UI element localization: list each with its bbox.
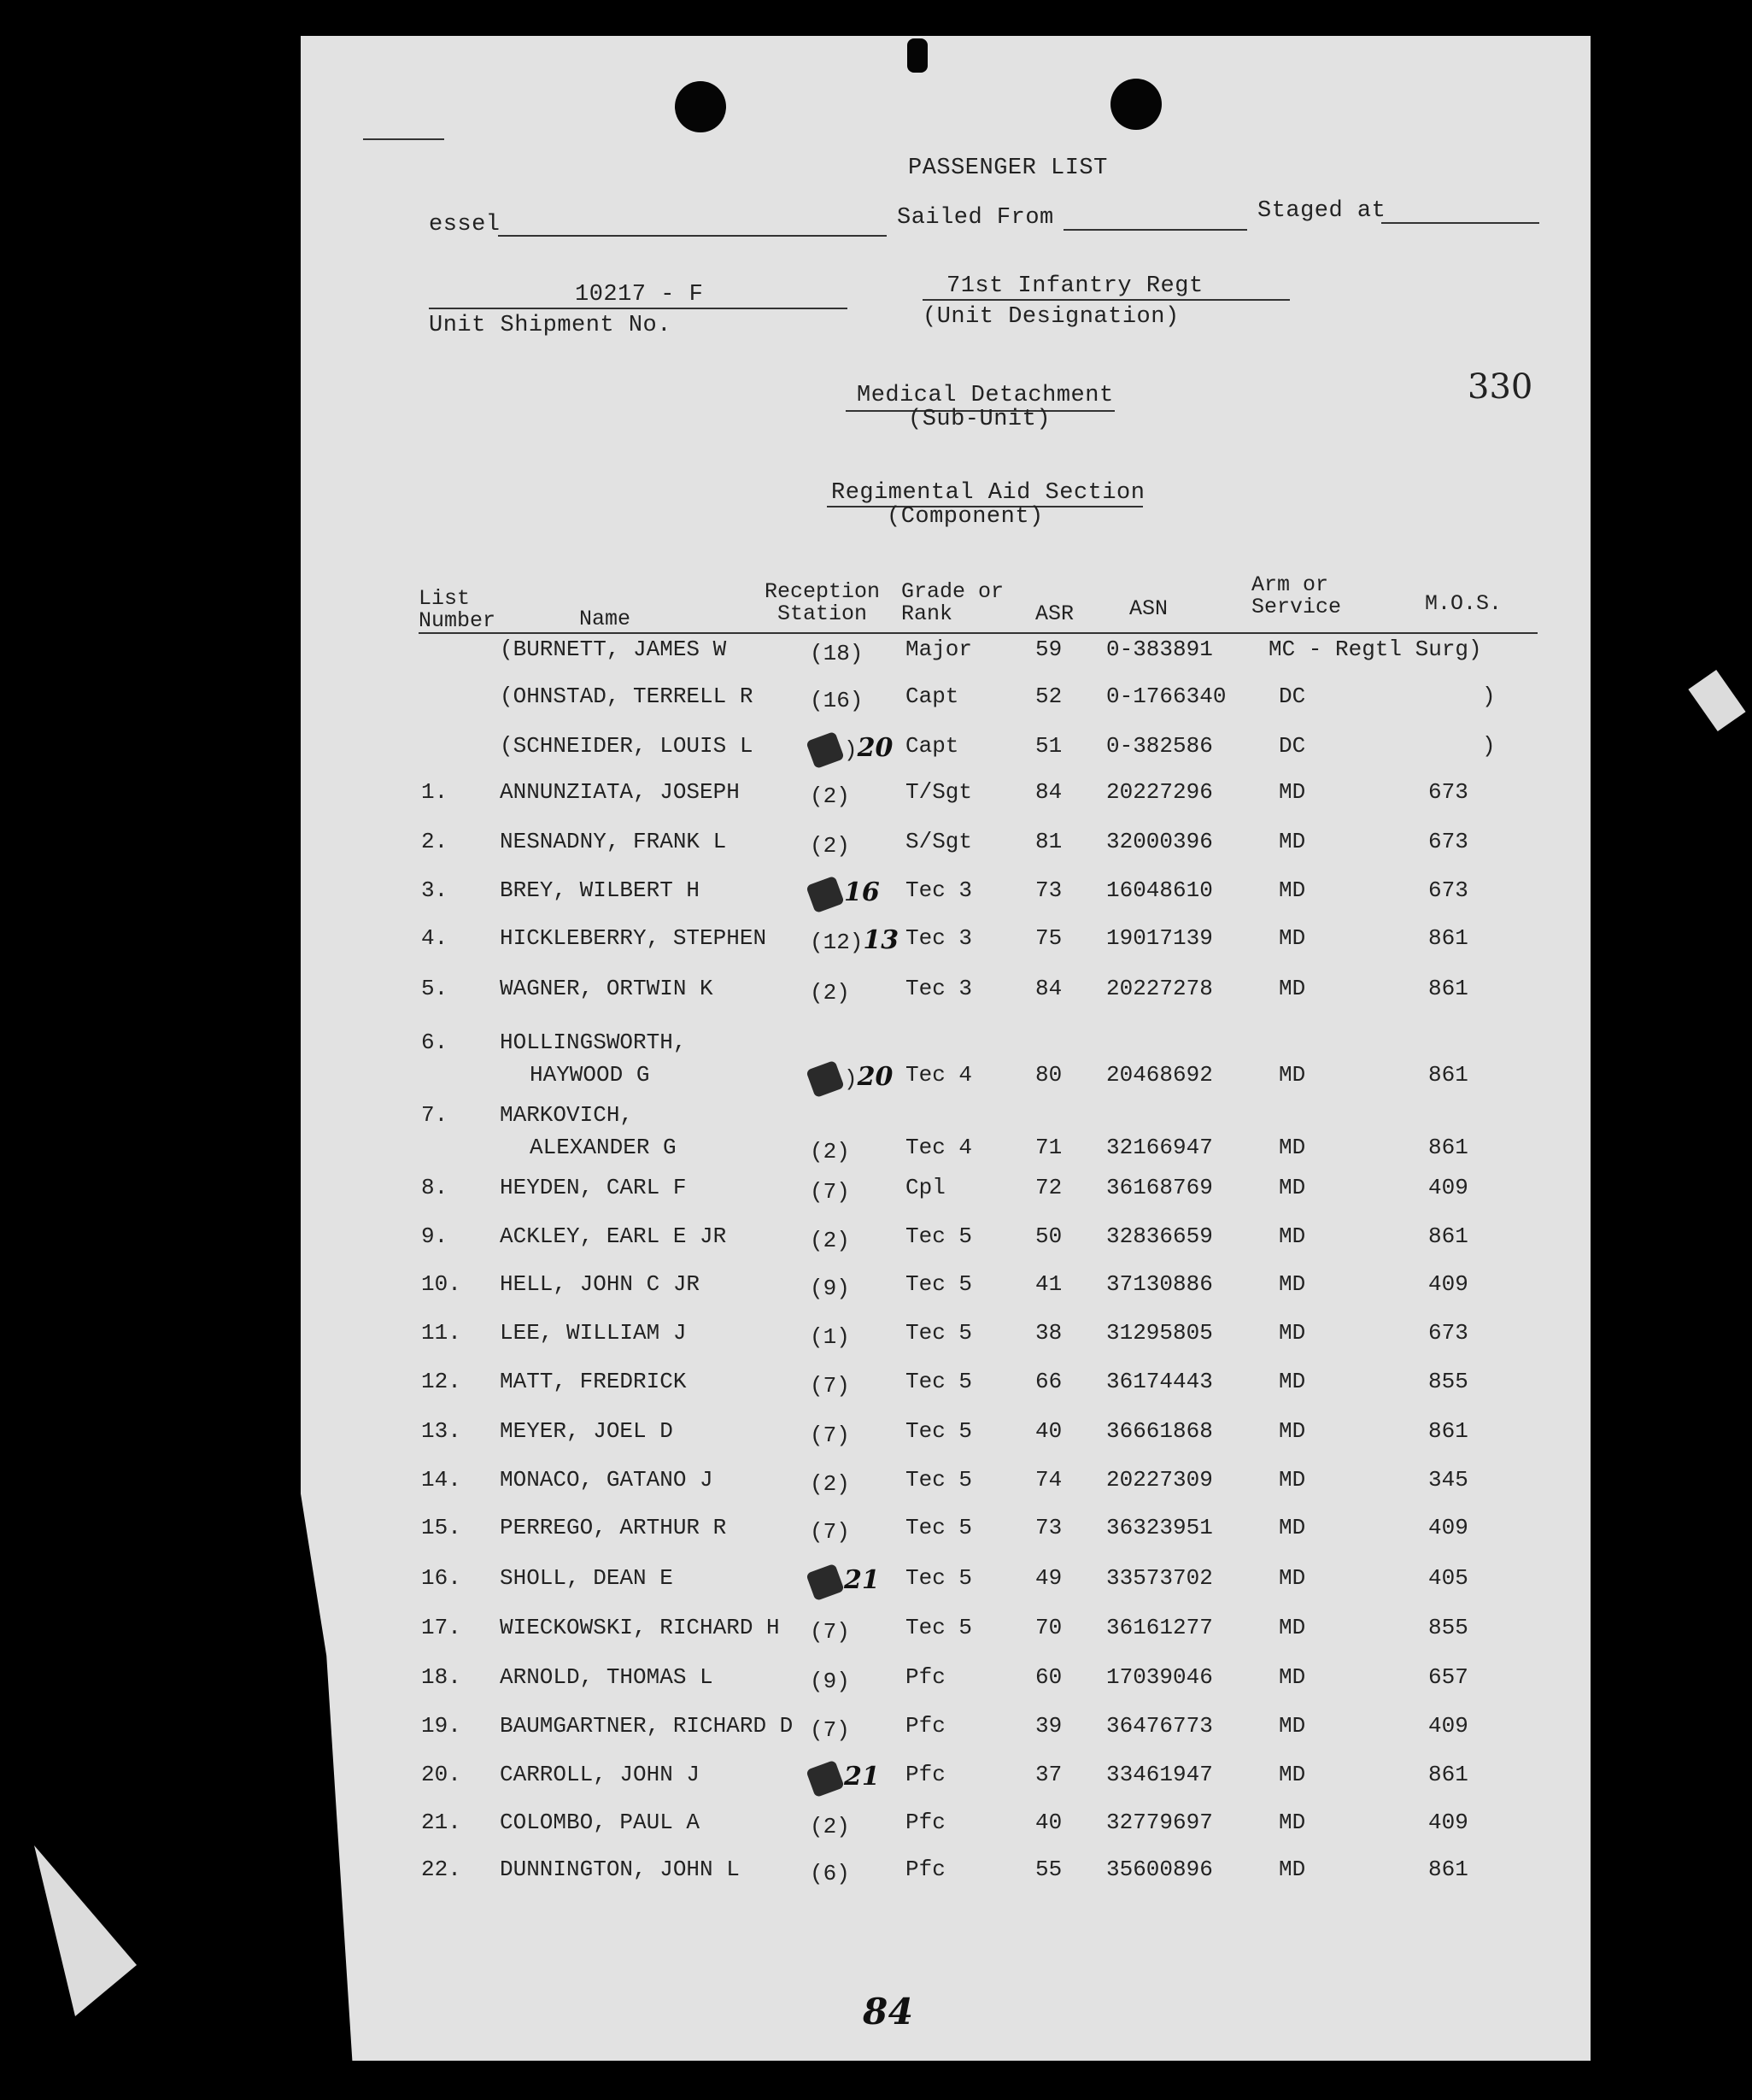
arm-or-service: MD	[1279, 925, 1306, 951]
passenger-name: (OHNSTAD, TERRELL R	[500, 683, 753, 709]
asn: 36323951	[1106, 1515, 1213, 1540]
list-number: 9.	[421, 1223, 448, 1249]
asr: 74	[1035, 1467, 1063, 1493]
asn: 35600896	[1106, 1857, 1213, 1882]
arm-or-service: MD	[1279, 1857, 1306, 1882]
reception-station-value: (1)	[810, 1324, 850, 1350]
mos: 861	[1428, 1857, 1468, 1882]
column-header-mos: M.O.S.	[1425, 591, 1503, 616]
reception-station-value: (12)	[810, 930, 864, 955]
table-row	[0, 636, 1752, 671]
grade: Tec 5	[905, 1615, 973, 1640]
reception-station-value: (7)	[810, 1373, 850, 1399]
asn: 32000396	[1106, 829, 1213, 854]
list-number: 16.	[421, 1565, 461, 1591]
reception-station-value: (2)	[810, 833, 850, 859]
reception-station	[810, 1467, 850, 1497]
mos: 673	[1428, 877, 1468, 903]
reception-station-value: (7)	[810, 1619, 850, 1645]
asr: 84	[1035, 976, 1063, 1001]
list-number: 8.	[421, 1175, 448, 1200]
passenger-name: HEYDEN, CARL F	[500, 1175, 687, 1200]
table-row	[0, 1102, 1752, 1164]
asn: 19017139	[1106, 925, 1213, 951]
asn: 36476773	[1106, 1713, 1213, 1739]
asn: 16048610	[1106, 877, 1213, 903]
table-row	[0, 976, 1752, 1010]
handwritten-station: 21	[844, 1565, 880, 1595]
mos: 861	[1428, 1418, 1468, 1444]
asn: 31295805	[1106, 1320, 1213, 1346]
grade: Tec 5	[905, 1565, 973, 1591]
reception-station-value: (9)	[810, 1669, 850, 1694]
reception-station-value: (7)	[810, 1717, 850, 1743]
passenger-name: MONACO, GATANO J	[500, 1467, 713, 1493]
grade: Pfc	[905, 1762, 946, 1787]
asr: 73	[1035, 877, 1063, 903]
column-header-grade: Grade or Rank	[901, 579, 1005, 626]
table-row	[0, 1615, 1752, 1649]
arm-or-service: MD	[1279, 1223, 1306, 1249]
passenger-name: CARROLL, JOHN J	[500, 1762, 700, 1787]
arm-or-service: MD	[1279, 1810, 1306, 1835]
passenger-name: WIECKOWSKI, RICHARD H	[500, 1615, 780, 1640]
reception-station-value: (2)	[810, 1471, 850, 1497]
passenger-name: ANNUNZIATA, JOSEPH	[500, 779, 740, 805]
document-title: PASSENGER LIST	[908, 155, 1108, 181]
mos: 861	[1428, 1223, 1468, 1249]
arm-or-service: DC	[1279, 683, 1306, 709]
arm-or-service: MD	[1279, 829, 1306, 854]
table-row	[0, 1418, 1752, 1452]
asr: 52	[1035, 683, 1063, 709]
table-row	[0, 779, 1752, 813]
arm-or-service: MD	[1279, 976, 1306, 1001]
asr: 38	[1035, 1320, 1063, 1346]
reception-station	[810, 1062, 893, 1094]
ink-stamp-icon	[806, 876, 844, 913]
reception-station	[810, 1857, 850, 1886]
mos: 409	[1428, 1713, 1468, 1739]
passenger-name: DUNNINGTON, JOHN L	[500, 1857, 740, 1882]
arm-or-service: MD	[1279, 1713, 1306, 1739]
grade: Tec 5	[905, 1271, 973, 1297]
asn: 17039046	[1106, 1664, 1213, 1690]
mos: 861	[1428, 1062, 1468, 1088]
mos: 405	[1428, 1565, 1468, 1591]
handwritten-station: 16	[844, 877, 880, 907]
arm-or-service: MD	[1279, 1467, 1306, 1493]
reception-station	[810, 779, 850, 809]
asn: 32836659	[1106, 1223, 1213, 1249]
table-row	[0, 1713, 1752, 1747]
ink-stamp-icon	[806, 1563, 844, 1601]
list-number: 21.	[421, 1810, 461, 1835]
mos: 345	[1428, 1467, 1468, 1493]
asr: 40	[1035, 1418, 1063, 1444]
reception-station-value: (6)	[810, 1861, 850, 1886]
reception-station-value: (7)	[810, 1422, 850, 1448]
reception-station	[810, 1565, 880, 1597]
passenger-name: HICKLEBERRY, STEPHEN	[500, 925, 767, 951]
arm-or-service: MD	[1279, 1062, 1306, 1088]
column-header-asr: ASR	[1035, 601, 1075, 626]
reception-station	[810, 636, 863, 666]
grade: Tec 3	[905, 877, 973, 903]
asr: 41	[1035, 1271, 1063, 1297]
asn: 0-1766340	[1106, 683, 1227, 709]
list-number: 6.	[421, 1029, 448, 1055]
asn: 36161277	[1106, 1615, 1213, 1640]
grade: Tec 5	[905, 1223, 973, 1249]
table-row	[0, 1762, 1752, 1796]
grade: Tec 5	[905, 1467, 973, 1493]
passenger-name: LEE, WILLIAM J	[500, 1320, 687, 1346]
asr: 66	[1035, 1369, 1063, 1394]
reception-station-value: (2)	[810, 783, 850, 809]
column-header-reception-station: Reception Station	[765, 579, 881, 626]
mos: 861	[1428, 1135, 1468, 1160]
sub-unit: Medical Detachment	[857, 383, 1114, 408]
arm-or-service: MD	[1279, 1135, 1306, 1160]
passenger-name: NESNADNY, FRANK L	[500, 829, 727, 854]
asr: 55	[1035, 1857, 1063, 1882]
asn: 33461947	[1106, 1762, 1213, 1787]
arm-or-service: MD	[1279, 1515, 1306, 1540]
grade: Tec 5	[905, 1418, 973, 1444]
passenger-name-continued: ALEXANDER G	[530, 1135, 677, 1160]
mos: 861	[1428, 925, 1468, 951]
mos: 409	[1428, 1175, 1468, 1200]
arm-or-service: MD	[1279, 1271, 1306, 1297]
reception-station-value: (7)	[810, 1179, 850, 1205]
grade: Cpl	[905, 1175, 946, 1200]
table-row	[0, 1223, 1752, 1258]
grade: Capt	[905, 733, 959, 759]
reception-station	[810, 1135, 850, 1164]
asr: 73	[1035, 1515, 1063, 1540]
passenger-name: SHOLL, DEAN E	[500, 1565, 673, 1591]
passenger-name: PERREGO, ARTHUR R	[500, 1515, 727, 1540]
asn: 36174443	[1106, 1369, 1213, 1394]
grade: Pfc	[905, 1857, 946, 1882]
reception-station-value: (2)	[810, 1228, 850, 1253]
table-row	[0, 1029, 1752, 1092]
asr: 70	[1035, 1615, 1063, 1640]
mos: 409	[1428, 1271, 1468, 1297]
arm-or-service: MD	[1279, 1418, 1306, 1444]
passenger-name: ARNOLD, THOMAS L	[500, 1664, 713, 1690]
grade: Tec 5	[905, 1320, 973, 1346]
grade: Major	[905, 636, 973, 662]
arm-or-service: MD	[1279, 1565, 1306, 1591]
asr: 71	[1035, 1135, 1063, 1160]
sub-unit-label: (Sub-Unit)	[908, 407, 1052, 432]
mos: )	[1482, 683, 1496, 709]
table-row	[0, 829, 1752, 863]
reception-station-value: (2)	[810, 1139, 850, 1164]
unit-shipment-number: 10217 - F	[575, 282, 704, 308]
reception-station-value: (9)	[810, 1276, 850, 1301]
asr: 40	[1035, 1810, 1063, 1835]
list-number: 5.	[421, 976, 448, 1001]
passenger-name: (BURNETT, JAMES W	[500, 636, 727, 662]
passenger-name: HOLLINGSWORTH,	[500, 1029, 687, 1055]
reception-station	[810, 1271, 850, 1301]
asr: 72	[1035, 1175, 1063, 1200]
passenger-name: ACKLEY, EARL E JR	[500, 1223, 727, 1249]
grade: Capt	[905, 683, 959, 709]
list-number: 15.	[421, 1515, 461, 1540]
arm-or-service: DC	[1279, 733, 1306, 759]
reception-station	[810, 1175, 850, 1205]
reception-station-value: (16)	[810, 688, 864, 713]
reception-station-value: )	[844, 737, 858, 763]
reception-station	[810, 829, 850, 859]
mos: 409	[1428, 1515, 1468, 1540]
reception-station	[810, 1418, 850, 1448]
handwritten-note: 84	[863, 1991, 914, 2033]
reception-station	[810, 1515, 850, 1545]
passenger-name: (SCHNEIDER, LOUIS L	[500, 733, 753, 759]
grade: T/Sgt	[905, 779, 973, 805]
passenger-name: BREY, WILBERT H	[500, 877, 700, 903]
arm-or-service: MD	[1279, 1762, 1306, 1787]
table-row	[0, 683, 1752, 718]
passenger-name: WAGNER, ORTWIN K	[500, 976, 713, 1001]
reception-station	[810, 1664, 850, 1694]
column-header-name: Name	[579, 607, 631, 631]
column-header-asn: ASN	[1129, 596, 1169, 621]
asn: 20227309	[1106, 1467, 1213, 1493]
mos: 409	[1428, 1810, 1468, 1835]
reception-station	[810, 1713, 850, 1743]
mos: 673	[1428, 1320, 1468, 1346]
unit-designation: 71st Infantry Regt	[946, 273, 1204, 299]
grade: Tec 4	[905, 1062, 973, 1088]
asr: 49	[1035, 1565, 1063, 1591]
mos: 673	[1428, 779, 1468, 805]
reception-station	[810, 877, 880, 909]
component-label: (Component)	[887, 504, 1044, 530]
reception-station	[810, 1223, 850, 1253]
list-number: 3.	[421, 877, 448, 903]
reception-station	[810, 1320, 850, 1350]
arm-or-service: MD	[1279, 1369, 1306, 1394]
unit-designation-label: (Unit Designation)	[923, 304, 1180, 330]
asn: 20227296	[1106, 779, 1213, 805]
passenger-name: MARKOVICH,	[500, 1102, 634, 1128]
reception-station-value: (2)	[810, 980, 850, 1006]
table-row	[0, 1369, 1752, 1403]
asn: 37130886	[1106, 1271, 1213, 1297]
arm-or-service: MC - Regtl Surg)	[1269, 636, 1482, 662]
table-row	[0, 1810, 1752, 1844]
list-number: 18.	[421, 1664, 461, 1690]
table-row	[0, 1565, 1752, 1599]
table-row	[0, 1467, 1752, 1501]
grade: S/Sgt	[905, 829, 973, 854]
reception-station	[810, 683, 863, 713]
ink-stamp-icon	[806, 1060, 844, 1098]
list-number: 20.	[421, 1762, 461, 1787]
page-number: 330	[1468, 367, 1533, 407]
grade: Pfc	[905, 1664, 946, 1690]
table-row	[0, 1271, 1752, 1305]
ink-stamp-icon	[806, 1760, 844, 1798]
arm-or-service: MD	[1279, 1175, 1306, 1200]
table-row	[0, 1857, 1752, 1891]
reception-station-value: (18)	[810, 641, 864, 666]
list-number: 19.	[421, 1713, 461, 1739]
handwritten-station: 21	[844, 1762, 880, 1792]
list-number: 12.	[421, 1369, 461, 1394]
ink-stamp-icon	[806, 731, 844, 769]
mos: 657	[1428, 1664, 1468, 1690]
asr: 81	[1035, 829, 1063, 854]
table-row	[0, 733, 1752, 767]
list-number: 14.	[421, 1467, 461, 1493]
passenger-name: HELL, JOHN C JR	[500, 1271, 700, 1297]
list-number: 13.	[421, 1418, 461, 1444]
asn: 0-382586	[1106, 733, 1213, 759]
asr: 59	[1035, 636, 1063, 662]
reception-station-value: (2)	[810, 1814, 850, 1839]
passenger-name: MATT, FREDRICK	[500, 1369, 687, 1394]
grade: Tec 3	[905, 976, 973, 1001]
list-number: 10.	[421, 1271, 461, 1297]
vessel-label: essel	[429, 212, 501, 238]
reception-station	[810, 1810, 850, 1839]
asn: 32779697	[1106, 1810, 1213, 1835]
list-number: 1.	[421, 779, 448, 805]
asr: 39	[1035, 1713, 1063, 1739]
grade: Tec 5	[905, 1515, 973, 1540]
mos: 861	[1428, 976, 1468, 1001]
asr: 51	[1035, 733, 1063, 759]
unit-shipment-label: Unit Shipment No.	[429, 313, 671, 338]
reception-station	[810, 1615, 850, 1645]
mos: )	[1482, 733, 1496, 759]
component: Regimental Aid Section	[831, 480, 1146, 506]
asn: 33573702	[1106, 1565, 1213, 1591]
asn: 36661868	[1106, 1418, 1213, 1444]
handwritten-station: 20	[857, 733, 894, 763]
grade: Tec 5	[905, 1369, 973, 1394]
asr: 84	[1035, 779, 1063, 805]
table-row	[0, 925, 1752, 959]
asn: 32166947	[1106, 1135, 1213, 1160]
arm-or-service: MD	[1279, 779, 1306, 805]
asn: 20227278	[1106, 976, 1213, 1001]
arm-or-service: MD	[1279, 1615, 1306, 1640]
table-row	[0, 1320, 1752, 1354]
asn: 36168769	[1106, 1175, 1213, 1200]
reception-station-value: )	[844, 1066, 858, 1092]
asr: 50	[1035, 1223, 1063, 1249]
arm-or-service: MD	[1279, 877, 1306, 903]
grade: Tec 3	[905, 925, 973, 951]
reception-station	[810, 976, 850, 1006]
reception-station	[810, 1762, 880, 1793]
mos: 855	[1428, 1615, 1468, 1640]
passenger-name-continued: HAYWOOD G	[530, 1062, 650, 1088]
table-row	[0, 877, 1752, 912]
list-number: 11.	[421, 1320, 461, 1346]
reception-station	[810, 1369, 850, 1399]
asn: 20468692	[1106, 1062, 1213, 1088]
list-number: 7.	[421, 1102, 448, 1128]
reception-station	[810, 925, 899, 955]
reception-station-value: (7)	[810, 1519, 850, 1545]
asr: 80	[1035, 1062, 1063, 1088]
table-row	[0, 1175, 1752, 1209]
arm-or-service: MD	[1279, 1664, 1306, 1690]
mos: 861	[1428, 1762, 1468, 1787]
mos: 855	[1428, 1369, 1468, 1394]
list-number: 4.	[421, 925, 448, 951]
grade: Pfc	[905, 1713, 946, 1739]
list-number: 22.	[421, 1857, 461, 1882]
table-row	[0, 1664, 1752, 1698]
column-header-arm-or-service: Arm or Service	[1251, 572, 1342, 619]
table-row	[0, 1515, 1752, 1549]
sailed-from-label: Sailed From	[897, 205, 1054, 231]
reception-station	[810, 733, 893, 765]
asr: 37	[1035, 1762, 1063, 1787]
passenger-name: COLOMBO, PAUL A	[500, 1810, 700, 1835]
asr: 75	[1035, 925, 1063, 951]
grade: Pfc	[905, 1810, 946, 1835]
passenger-name: BAUMGARTNER, RICHARD D	[500, 1713, 794, 1739]
list-number: 17.	[421, 1615, 461, 1640]
list-number: 2.	[421, 829, 448, 854]
grade: Tec 4	[905, 1135, 973, 1160]
asr: 60	[1035, 1664, 1063, 1690]
passenger-name: MEYER, JOEL D	[500, 1418, 673, 1444]
handwritten-station: 20	[857, 1062, 894, 1092]
staged-at-label: Staged at	[1257, 198, 1386, 224]
column-header-list-number: List Number	[419, 586, 496, 633]
arm-or-service: MD	[1279, 1320, 1306, 1346]
mos: 673	[1428, 829, 1468, 854]
asn: 0-383891	[1106, 636, 1213, 662]
handwritten-station: 13	[863, 925, 899, 955]
